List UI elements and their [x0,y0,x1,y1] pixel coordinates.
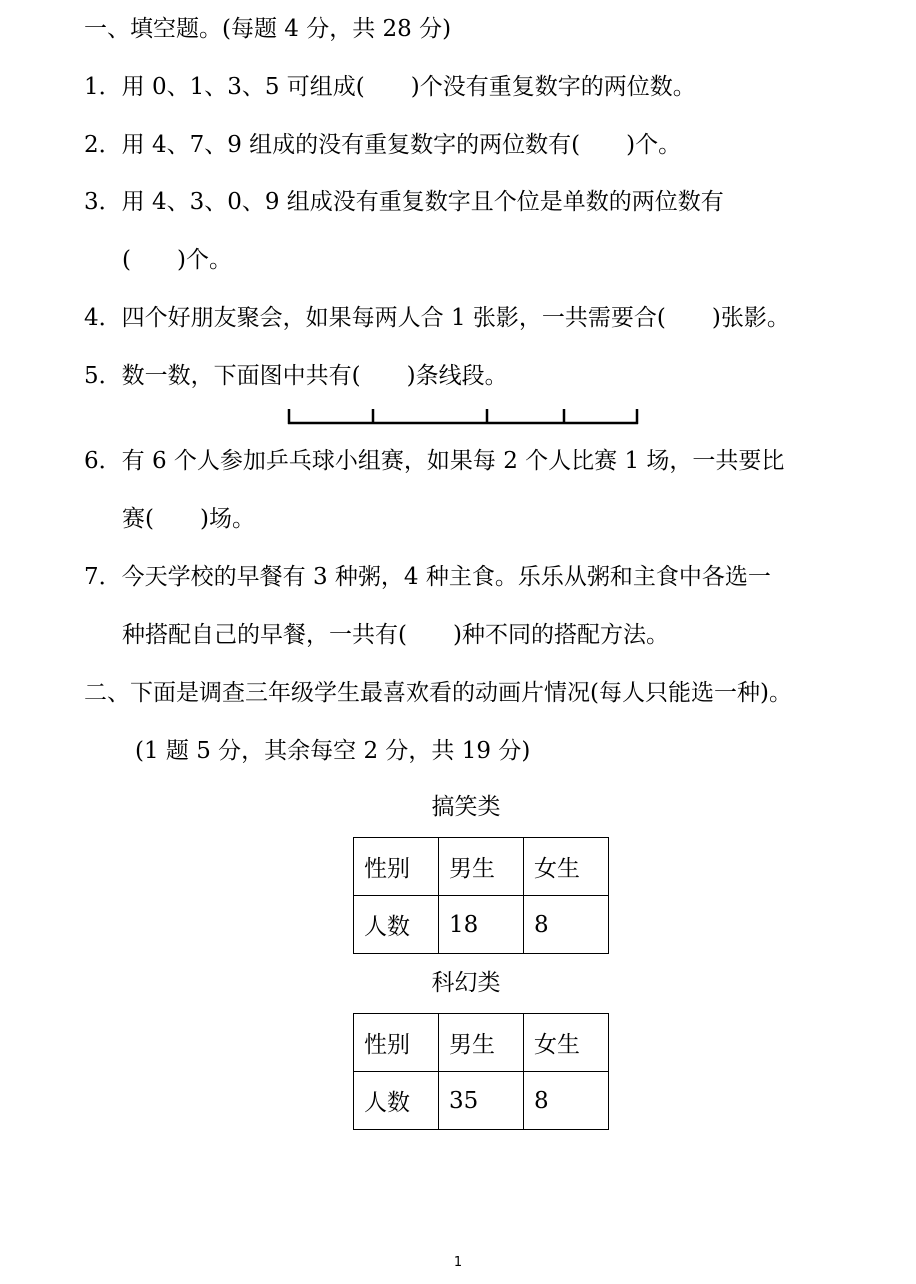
table-header-cell: 男生 [439,838,524,896]
table-row [354,896,609,954]
table-row [354,1072,609,1130]
table-cell: 8 [524,1072,609,1130]
question-6-line2: 赛( )场。 [122,506,255,532]
page-number: 1 [453,1255,463,1270]
table-header-cell: 女生 [524,1014,609,1072]
question-4: 4．四个好朋友聚会，如果每两人合 1 张影，一共需要合( )张影。 [84,305,790,331]
question-1: 1．用 0、1、3、5 可组成( )个没有重复数字的两位数。 [84,74,696,100]
table-scifi-cartoons [353,1013,609,1130]
question-7-line2: 种搭配自己的早餐，一共有( )种不同的搭配方法。 [122,622,669,648]
table-header-cell: 男生 [439,1014,524,1072]
table-cell: 18 [439,896,524,954]
question-6-line1: 6．有 6 个人参加乒乓球小组赛，如果每 2 个人比赛 1 场，一共要比 [84,448,785,474]
question-5: 5．数一数，下面图中共有( )条线段。 [84,363,508,389]
table-cell: 8 [524,896,609,954]
table-header-cell: 女生 [524,838,609,896]
question-2: 2．用 4、7、9 组成的没有重复数字的两位数有( )个。 [84,132,682,158]
table-cell: 人数 [354,896,439,954]
table-cell: 人数 [354,1072,439,1130]
section1-heading: 一、填空题。(每题 4 分，共 28 分) [84,16,452,42]
table-funny-cartoons [353,837,609,954]
line-segment-figure [286,405,642,427]
table-row [354,1014,609,1072]
table-cell: 35 [439,1072,524,1130]
section2-subheading: (1 题 5 分，其余每空 2 分，共 19 分) [135,738,531,764]
table1-caption: 搞笑类 [431,794,501,820]
table-header-cell: 性别 [354,838,439,896]
question-3-line1: 3．用 4、3、0、9 组成没有重复数字且个位是单数的两位数有 [84,189,724,215]
table2-caption: 科幻类 [431,970,501,996]
question-3-line2: ( )个。 [122,247,232,273]
table-header-cell: 性别 [354,1014,439,1072]
section2-heading: 二、下面是调查三年级学生最喜欢看的动画片情况(每人只能选一种)。 [84,680,792,706]
table-row [354,838,609,896]
question-7-line1: 7．今天学校的早餐有 3 种粥，4 种主食。乐乐从粥和主食中各选一 [84,564,771,590]
